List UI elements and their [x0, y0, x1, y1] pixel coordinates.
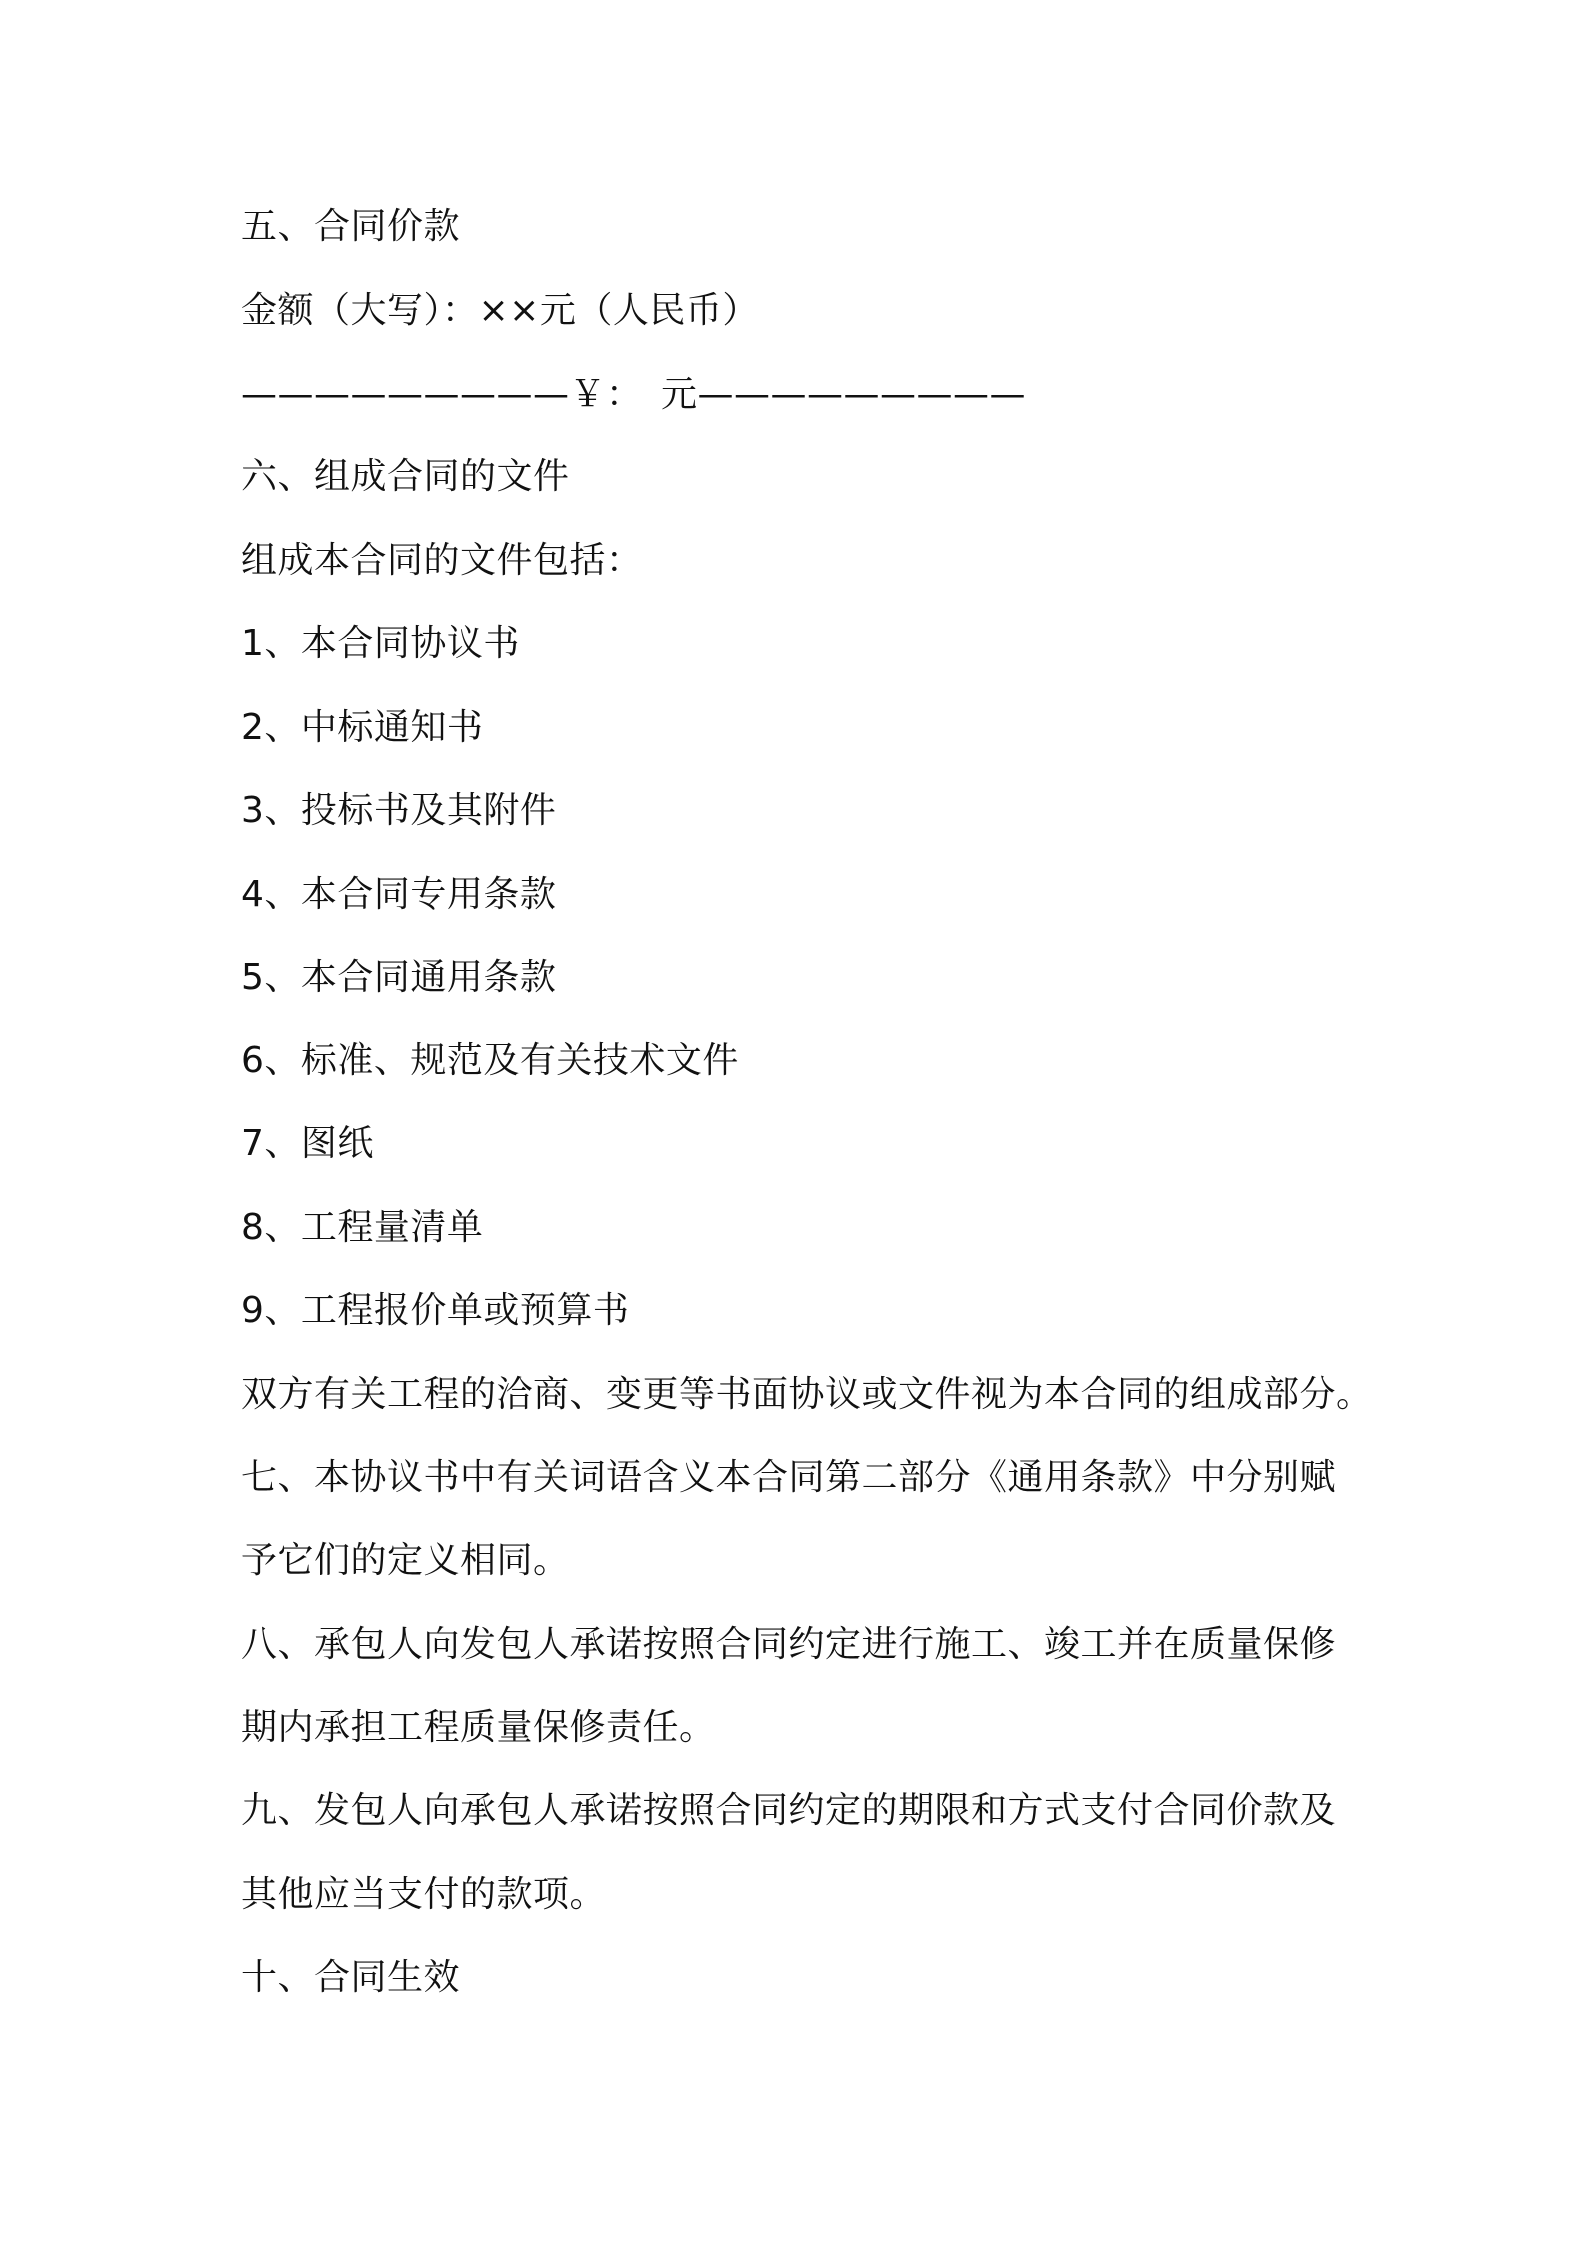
paragraph-line: 期内承担工程质量保修责任。 — [241, 1707, 716, 1748]
list-item: 4、本合同专用条款 — [241, 874, 557, 915]
list-item: 1、本合同协议书 — [241, 623, 520, 664]
paragraph-line: 予它们的定义相同。 — [241, 1540, 570, 1581]
paragraph-line: 其他应当支付的款项。 — [241, 1874, 607, 1915]
list-item: 9、工程报价单或预算书 — [241, 1290, 630, 1331]
amount-in-figures: —————————￥： 元————————— — [241, 374, 1027, 415]
list-item: 5、本合同通用条款 — [241, 957, 557, 998]
amount-in-words: 金额（大写）：××元（人民币） — [241, 290, 759, 331]
section-heading-contract-price: 五、合同价款 — [241, 206, 461, 247]
list-item: 6、标准、规范及有关技术文件 — [241, 1040, 739, 1081]
documents-intro: 组成本合同的文件包括： — [241, 540, 643, 581]
paragraph-line: 双方有关工程的洽商、变更等书面协议或文件视为本合同的组成部分。 — [241, 1374, 1373, 1415]
section-heading-definitions: 七、本协议书中有关词语含义本合同第二部分《通用条款》中分别赋 — [241, 1457, 1337, 1498]
list-item: 2、中标通知书 — [241, 707, 484, 748]
section-heading-contractor-commitment: 八、承包人向发包人承诺按照合同约定进行施工、竣工并在质量保修 — [241, 1624, 1337, 1665]
section-heading-employer-commitment: 九、发包人向承包人承诺按照合同约定的期限和方式支付合同价款及 — [241, 1790, 1337, 1831]
list-item: 3、投标书及其附件 — [241, 790, 557, 831]
section-heading-contract-effective: 十、合同生效 — [241, 1957, 461, 1998]
section-heading-contract-documents: 六、组成合同的文件 — [241, 456, 570, 497]
list-item: 8、工程量清单 — [241, 1207, 484, 1248]
list-item: 7、图纸 — [241, 1123, 374, 1164]
